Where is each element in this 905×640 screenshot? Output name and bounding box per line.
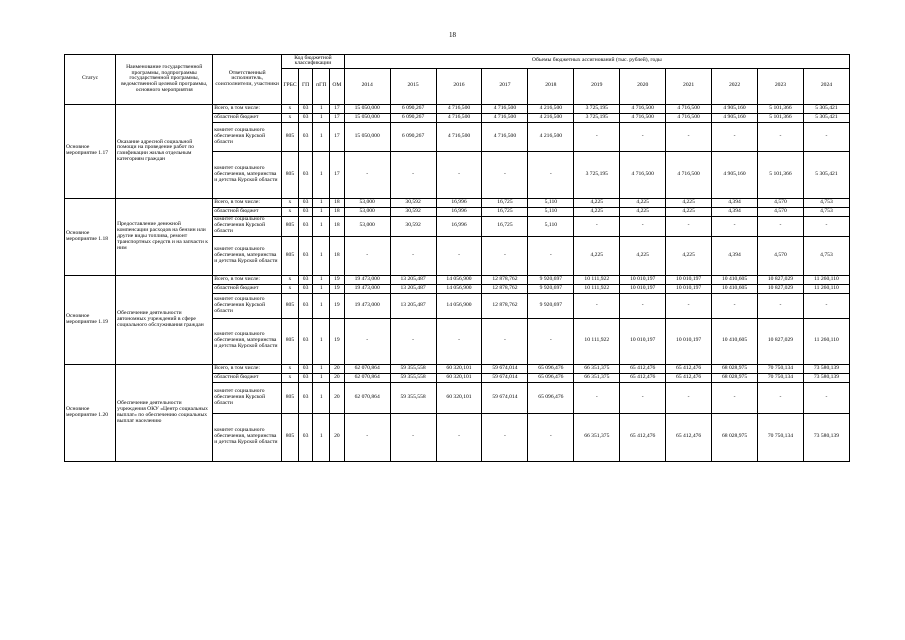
amount-cell: 4,225 [666, 236, 712, 275]
amount-cell: 65 096,476 [528, 382, 574, 413]
code-om: 18 [330, 236, 345, 275]
amount-cell: - [712, 216, 758, 236]
code-grbs: x [282, 373, 299, 382]
code-om: 20 [330, 413, 345, 461]
amount-cell: - [482, 151, 528, 198]
amount-cell: 62 070,864 [344, 373, 390, 382]
amount-cell: - [758, 293, 804, 318]
code-grbs: 805 [282, 151, 299, 198]
header-year: 2019 [574, 68, 620, 104]
code-om: 20 [330, 364, 345, 373]
amount-cell: - [803, 216, 849, 236]
code-gp: 03 [298, 413, 313, 461]
amount-cell: 65 412,476 [620, 364, 666, 373]
block-status: Основное мероприятие 1.18 [65, 198, 116, 275]
amount-cell: 12 878,762 [482, 275, 528, 284]
amount-cell: - [574, 122, 620, 151]
amount-cell: - [803, 293, 849, 318]
amount-cell: - [344, 151, 390, 198]
amount-cell: - [758, 382, 804, 413]
block-name: Предоставление денежной компенсации расходов на бензин или другие виды топлива, ремонт транспортных средств и на запчасти к ним [116, 198, 213, 275]
amount-cell: 66 351,375 [574, 413, 620, 461]
amount-cell: 15 050,000 [344, 113, 390, 122]
amount-cell: 5,110 [528, 207, 574, 216]
code-gp: 03 [298, 373, 313, 382]
amount-cell: - [436, 413, 482, 461]
amount-cell: 59 674,014 [482, 373, 528, 382]
amount-cell: - [803, 382, 849, 413]
amount-cell: 59 674,014 [482, 364, 528, 373]
amount-cell: - [666, 293, 712, 318]
amount-cell: 4 716,500 [666, 104, 712, 113]
code-grbs: 805 [282, 236, 299, 275]
amount-cell: 5 305,421 [803, 104, 849, 113]
amount-cell: 11 260,110 [803, 318, 849, 364]
header-code-grbs: ГРБС [282, 68, 299, 104]
code-gp: 03 [298, 207, 313, 216]
amount-cell: 5 101,366 [758, 104, 804, 113]
block-status: Основное мероприятие 1.19 [65, 275, 116, 364]
code-gp: 03 [298, 216, 313, 236]
block-name: Обеспечение деятельности учреждения ОКУ «Центр социальных выплат» по обеспечению социальных выплат населению [116, 364, 213, 461]
header-year: 2021 [666, 68, 712, 104]
amount-cell: - [712, 293, 758, 318]
code-gp: 03 [298, 284, 313, 293]
amount-cell: 10 010,197 [620, 284, 666, 293]
amount-cell: - [482, 236, 528, 275]
code-om: 17 [330, 151, 345, 198]
block-name: Оказание адресной социальной помощи на проведение работ по газификации жилья отдельным категориям граждан [116, 104, 213, 198]
amount-cell: 10 410,605 [712, 318, 758, 364]
amount-cell: 30,592 [390, 216, 436, 236]
header-code-om: ОМ [330, 68, 345, 104]
amount-cell: 65 412,476 [666, 413, 712, 461]
amount-cell: - [620, 216, 666, 236]
code-grbs: 805 [282, 382, 299, 413]
amount-cell: 5,110 [528, 216, 574, 236]
amount-cell: 65 412,476 [620, 373, 666, 382]
amount-cell: 10 010,197 [666, 318, 712, 364]
code-pgp: 1 [313, 236, 330, 275]
amount-cell: 16,725 [482, 216, 528, 236]
amount-cell: 10 111,922 [574, 284, 620, 293]
amount-cell: 4,753 [803, 198, 849, 207]
code-om: 19 [330, 284, 345, 293]
amount-cell: 4 716,500 [620, 104, 666, 113]
amount-cell: 4 716,500 [482, 113, 528, 122]
amount-cell: 15 050,000 [344, 104, 390, 113]
amount-cell: 5 305,421 [803, 151, 849, 198]
amount-cell: - [436, 151, 482, 198]
row-executor: областной бюджет [213, 113, 282, 122]
table-row [65, 275, 850, 284]
row-executor: комитет социального обеспечения, материнства и детства Курской области [213, 236, 282, 275]
code-grbs: x [282, 364, 299, 373]
amount-cell: 16,725 [482, 207, 528, 216]
row-executor: комитет социального обеспечения Курской области [213, 293, 282, 318]
amount-cell: - [758, 122, 804, 151]
amount-cell: 4 716,500 [436, 113, 482, 122]
code-gp: 03 [298, 293, 313, 318]
amount-cell: 4 905,160 [712, 151, 758, 198]
amount-cell: 16,725 [482, 198, 528, 207]
page-number: 18 [449, 31, 456, 39]
code-gp: 03 [298, 382, 313, 413]
header-amounts: Объемы бюджетных ассигнований (тыс. рублей), годы [344, 55, 849, 69]
code-om: 19 [330, 275, 345, 284]
code-om: 19 [330, 318, 345, 364]
code-om: 18 [330, 216, 345, 236]
amount-cell: 70 750,134 [758, 373, 804, 382]
code-gp: 03 [298, 364, 313, 373]
code-grbs: 805 [282, 413, 299, 461]
amount-cell: - [574, 382, 620, 413]
header-year: 2020 [620, 68, 666, 104]
table-row [65, 364, 850, 373]
amount-cell: 59 355,558 [390, 364, 436, 373]
code-om: 17 [330, 104, 345, 113]
code-gp: 03 [298, 275, 313, 284]
block-status: Основное мероприятие 1.20 [65, 364, 116, 461]
header-year: 2016 [436, 68, 482, 104]
amount-cell: 4,225 [574, 207, 620, 216]
code-grbs: x [282, 207, 299, 216]
amount-cell: 6 090,267 [390, 104, 436, 113]
amount-cell: 68 028,975 [712, 413, 758, 461]
amount-cell: 10 827,029 [758, 318, 804, 364]
code-grbs: x [282, 198, 299, 207]
amount-cell: - [666, 382, 712, 413]
table-row [65, 198, 850, 207]
amount-cell: 4 716,500 [666, 151, 712, 198]
amount-cell: 60 320,101 [436, 364, 482, 373]
code-pgp: 1 [313, 284, 330, 293]
code-pgp: 1 [313, 216, 330, 236]
amount-cell: - [666, 216, 712, 236]
amount-cell: 3 725,195 [574, 113, 620, 122]
amount-cell: - [390, 236, 436, 275]
row-executor: областной бюджет [213, 373, 282, 382]
amount-cell: 4,225 [620, 198, 666, 207]
amount-cell: - [390, 151, 436, 198]
row-executor: Всего, в том числе: [213, 364, 282, 373]
header-year: 2022 [712, 68, 758, 104]
header-year: 2014 [344, 68, 390, 104]
row-executor: Всего, в том числе: [213, 198, 282, 207]
amount-cell: 4,225 [666, 207, 712, 216]
header-code: Код бюджетной классификации [282, 55, 345, 69]
amount-cell: 62 070,864 [344, 364, 390, 373]
amount-cell: 73 580,139 [803, 364, 849, 373]
amount-cell: 30,592 [390, 207, 436, 216]
amount-cell: 66 351,375 [574, 364, 620, 373]
block-name: Обеспечение деятельности автономных учреждений в сфере социального обслуживания граждан [116, 275, 213, 364]
amount-cell: - [482, 318, 528, 364]
amount-cell: 4,225 [574, 236, 620, 275]
code-pgp: 1 [313, 113, 330, 122]
amount-cell: 62 070,864 [344, 382, 390, 413]
code-pgp: 1 [313, 413, 330, 461]
code-gp: 03 [298, 104, 313, 113]
amount-cell: 53,000 [344, 198, 390, 207]
code-gp: 03 [298, 122, 313, 151]
code-grbs: 805 [282, 293, 299, 318]
amount-cell: - [528, 236, 574, 275]
code-gp: 03 [298, 198, 313, 207]
code-pgp: 1 [313, 373, 330, 382]
amount-cell: 60 320,101 [436, 382, 482, 413]
code-om: 18 [330, 198, 345, 207]
amount-cell: 73 580,139 [803, 373, 849, 382]
amount-cell: - [712, 382, 758, 413]
row-executor: Всего, в том числе: [213, 104, 282, 113]
amount-cell: 53,000 [344, 216, 390, 236]
amount-cell: 14 056,900 [436, 293, 482, 318]
amount-cell: 4 716,500 [436, 104, 482, 113]
amount-cell: - [344, 318, 390, 364]
amount-cell: - [344, 236, 390, 275]
code-pgp: 1 [313, 198, 330, 207]
code-pgp: 1 [313, 318, 330, 364]
amount-cell: 15 050,000 [344, 122, 390, 151]
amount-cell: 70 750,134 [758, 413, 804, 461]
row-executor: комитет социального обеспечения Курской области [213, 122, 282, 151]
header-code-gp: ГП [298, 68, 313, 104]
code-grbs: 805 [282, 216, 299, 236]
amount-cell: 65 096,476 [528, 364, 574, 373]
amount-cell: 3 725,195 [574, 151, 620, 198]
table-row [65, 104, 850, 113]
amount-cell: 73 580,139 [803, 413, 849, 461]
amount-cell: - [574, 216, 620, 236]
amount-cell: 65 412,476 [666, 373, 712, 382]
amount-cell: - [528, 151, 574, 198]
amount-cell: - [390, 413, 436, 461]
amount-cell: 60 320,101 [436, 373, 482, 382]
amount-cell: 4 716,500 [620, 151, 666, 198]
row-executor: комитет социального обеспечения Курской области [213, 216, 282, 236]
amount-cell: 65 412,476 [620, 413, 666, 461]
amount-cell: 11 260,110 [803, 275, 849, 284]
code-pgp: 1 [313, 382, 330, 413]
amount-cell: - [344, 413, 390, 461]
code-om: 20 [330, 373, 345, 382]
amount-cell: 9 920,697 [528, 284, 574, 293]
block-status: Основное мероприятие 1.17 [65, 104, 116, 198]
amount-cell: - [390, 318, 436, 364]
header-status: Статус [65, 55, 116, 105]
row-executor: областной бюджет [213, 284, 282, 293]
amount-cell: 4 716,500 [666, 113, 712, 122]
amount-cell: - [620, 382, 666, 413]
code-gp: 03 [298, 236, 313, 275]
amount-cell: - [528, 318, 574, 364]
amount-cell: 14 056,900 [436, 275, 482, 284]
amount-cell: 4 216,500 [528, 104, 574, 113]
amount-cell: 53,000 [344, 207, 390, 216]
amount-cell: 19 473,000 [344, 293, 390, 318]
code-pgp: 1 [313, 364, 330, 373]
amount-cell: 4,753 [803, 207, 849, 216]
amount-cell: 10 410,605 [712, 284, 758, 293]
amount-cell: 4,225 [620, 207, 666, 216]
amount-cell: 68 028,975 [712, 373, 758, 382]
amount-cell: 13 205,487 [390, 293, 436, 318]
row-executor: областной бюджет [213, 207, 282, 216]
header-code-pgp: пГП [313, 68, 330, 104]
amount-cell: 4,225 [574, 198, 620, 207]
amount-cell: 59 674,014 [482, 382, 528, 413]
code-grbs: 805 [282, 122, 299, 151]
amount-cell: - [758, 216, 804, 236]
amount-cell: 5 305,421 [803, 113, 849, 122]
row-executor: Всего, в том числе: [213, 275, 282, 284]
amount-cell: 10 410,605 [712, 275, 758, 284]
amount-cell: 5,110 [528, 198, 574, 207]
amount-cell: - [436, 236, 482, 275]
amount-cell: 11 260,110 [803, 284, 849, 293]
header-executor: Ответственный исполнитель, соисполнители, участники [213, 55, 282, 105]
amount-cell: - [528, 413, 574, 461]
code-pgp: 1 [313, 104, 330, 113]
amount-cell: 4,394 [712, 236, 758, 275]
amount-cell: 9 920,697 [528, 275, 574, 284]
code-om: 17 [330, 113, 345, 122]
amount-cell: - [712, 122, 758, 151]
amount-cell: 70 750,134 [758, 364, 804, 373]
code-pgp: 1 [313, 207, 330, 216]
amount-cell: 4 716,500 [482, 122, 528, 151]
amount-cell: 19 473,000 [344, 275, 390, 284]
amount-cell: 4,570 [758, 207, 804, 216]
code-pgp: 1 [313, 151, 330, 198]
amount-cell: 19 473,000 [344, 284, 390, 293]
amount-cell: 14 056,900 [436, 284, 482, 293]
code-grbs: x [282, 104, 299, 113]
amount-cell: 4,225 [620, 236, 666, 275]
amount-cell: 10 010,197 [666, 284, 712, 293]
amount-cell: 6 090,267 [390, 113, 436, 122]
code-grbs: x [282, 113, 299, 122]
amount-cell: 5 101,366 [758, 113, 804, 122]
amount-cell: 4 716,500 [482, 104, 528, 113]
code-gp: 03 [298, 318, 313, 364]
amount-cell: 4,225 [666, 198, 712, 207]
code-grbs: x [282, 275, 299, 284]
amount-cell: 4,394 [712, 198, 758, 207]
row-executor: комитет социального обеспечения Курской области [213, 382, 282, 413]
header-year: 2018 [528, 68, 574, 104]
header-year: 2017 [482, 68, 528, 104]
amount-cell: 59 355,558 [390, 382, 436, 413]
code-gp: 03 [298, 151, 313, 198]
amount-cell: - [574, 293, 620, 318]
amount-cell: 30,592 [390, 198, 436, 207]
amount-cell: 4 716,500 [620, 113, 666, 122]
amount-cell: 16,996 [436, 198, 482, 207]
amount-cell: - [666, 122, 712, 151]
budget-table [64, 54, 850, 462]
amount-cell: - [620, 122, 666, 151]
amount-cell: 16,996 [436, 216, 482, 236]
amount-cell: - [482, 413, 528, 461]
amount-cell: 66 351,375 [574, 373, 620, 382]
amount-cell: 5 101,366 [758, 151, 804, 198]
amount-cell: 4 716,500 [436, 122, 482, 151]
amount-cell: 10 010,197 [620, 318, 666, 364]
amount-cell: 4 216,500 [528, 122, 574, 151]
amount-cell: - [803, 122, 849, 151]
amount-cell: 10 827,029 [758, 275, 804, 284]
header-year: 2015 [390, 68, 436, 104]
row-executor: комитет социального обеспечения, материнства и детства Курской области [213, 318, 282, 364]
row-executor: комитет социального обеспечения, материнства и детства Курской области [213, 413, 282, 461]
amount-cell: 4 905,160 [712, 113, 758, 122]
amount-cell: 13 205,487 [390, 284, 436, 293]
code-grbs: x [282, 284, 299, 293]
code-pgp: 1 [313, 275, 330, 284]
code-grbs: 805 [282, 318, 299, 364]
row-executor: комитет социального обеспечения, материнства и детства Курской области [213, 151, 282, 198]
amount-cell: 4,570 [758, 236, 804, 275]
amount-cell: 12 878,762 [482, 284, 528, 293]
amount-cell: 65 412,476 [666, 364, 712, 373]
amount-cell: 10 111,922 [574, 318, 620, 364]
amount-cell: 6 090,267 [390, 122, 436, 151]
amount-cell: 12 878,762 [482, 293, 528, 318]
amount-cell: 4 216,500 [528, 113, 574, 122]
amount-cell: 4 905,160 [712, 104, 758, 113]
amount-cell: - [620, 293, 666, 318]
amount-cell: 65 096,476 [528, 373, 574, 382]
header-year: 2023 [758, 68, 804, 104]
header-name: Наименование государственной программы, подпрограммы государственной программы, ведомственной целевой программы, основного мероприятия [116, 55, 213, 105]
amount-cell: 9 920,697 [528, 293, 574, 318]
amount-cell: 68 028,975 [712, 364, 758, 373]
amount-cell: - [436, 318, 482, 364]
amount-cell: 4,753 [803, 236, 849, 275]
amount-cell: 13 205,487 [390, 275, 436, 284]
amount-cell: 59 355,558 [390, 373, 436, 382]
header-year: 2024 [803, 68, 849, 104]
amount-cell: 10 111,922 [574, 275, 620, 284]
amount-cell: 4,394 [712, 207, 758, 216]
code-gp: 03 [298, 113, 313, 122]
code-om: 17 [330, 122, 345, 151]
amount-cell: 4,570 [758, 198, 804, 207]
amount-cell: 10 010,197 [620, 275, 666, 284]
code-om: 19 [330, 293, 345, 318]
amount-cell: 10 010,197 [666, 275, 712, 284]
amount-cell: 10 827,029 [758, 284, 804, 293]
code-om: 18 [330, 207, 345, 216]
amount-cell: 3 725,195 [574, 104, 620, 113]
code-pgp: 1 [313, 293, 330, 318]
code-om: 20 [330, 382, 345, 413]
amount-cell: 16,996 [436, 207, 482, 216]
code-pgp: 1 [313, 122, 330, 151]
